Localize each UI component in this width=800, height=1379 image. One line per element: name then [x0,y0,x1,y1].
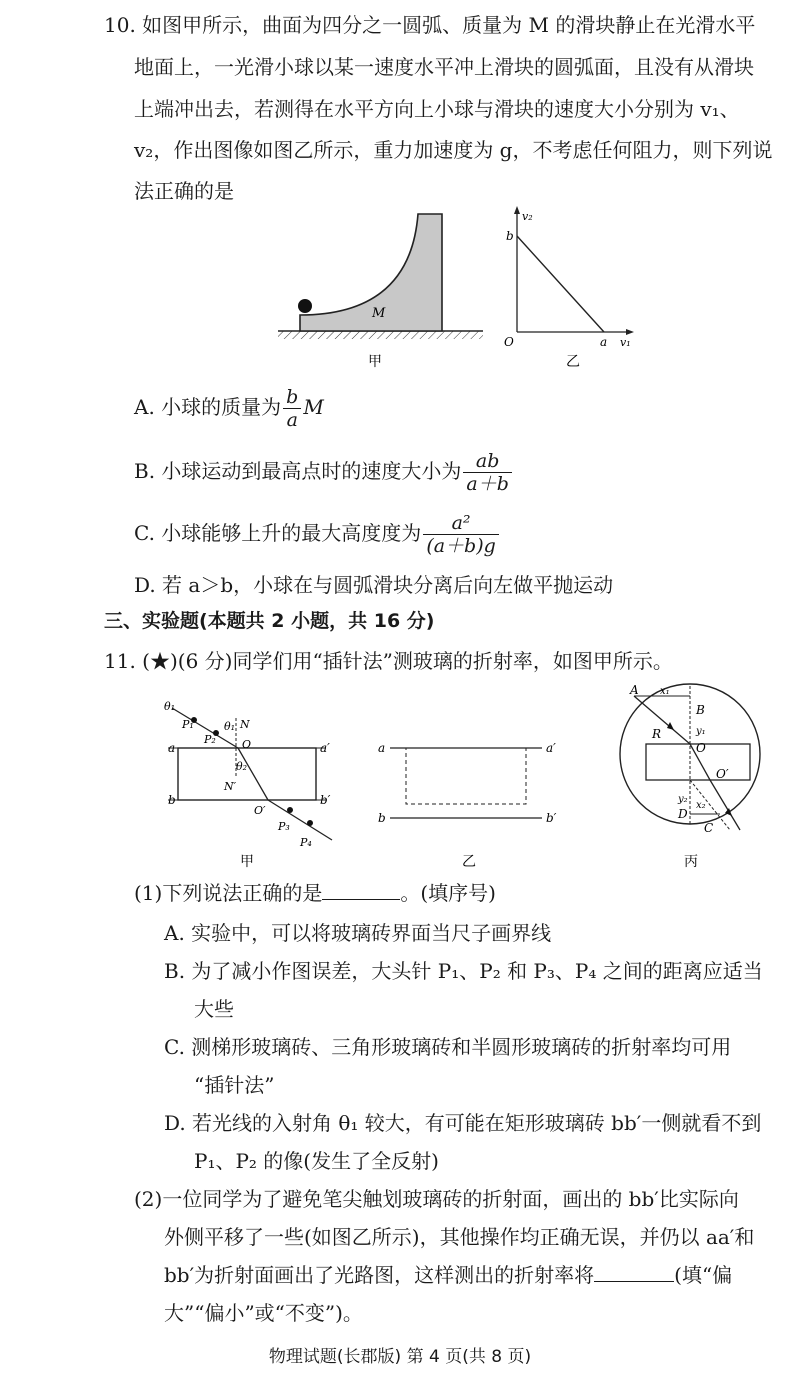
q11-sub2-line-2: 外侧平移了一些(如图乙所示)，其他操作均正确无误，并仍以 aa′和 [164,1225,755,1249]
sub1-answer-blank[interactable] [322,879,400,900]
pin-p3 [287,807,293,813]
ray-arrow-1 [667,722,674,730]
option-b-text: B. 小球运动到最高点时的速度大小为 [134,459,462,483]
label-a: a [378,741,386,755]
fig11-yi-caption: 乙 [462,854,476,870]
ground-hatch [278,331,483,339]
option-a-fraction [283,386,301,431]
option-c-text: C. 小球能够上升的最大高度度为 [134,521,422,545]
label-b: B [696,703,705,717]
actual-glass-dashed [406,748,526,804]
sub1-suffix: 。(填序号) [400,881,496,905]
label-o: O [696,741,706,755]
q11-sub1-option-c-1: C. 测梯形玻璃砖、三角形玻璃砖和半圆形玻璃砖的折射率均可用 [164,1035,732,1059]
option-c-num: a² [423,512,498,535]
sub2-answer-blank[interactable] [594,1261,674,1282]
option-b-den: a＋b [466,473,509,495]
pin-p4 [307,820,313,826]
q11-sub1-option-b-2: 大些 [194,997,234,1021]
label-c: C [704,821,714,835]
option-b-fraction [463,450,512,495]
x-axis-arrow [626,329,634,335]
label-y2: y₂ [678,794,688,805]
emergent-ray [710,780,740,830]
label-p1: P₁ [182,718,194,731]
q10-line-2: 地面上，一光滑小球以某一速度水平冲上滑块的圆弧面，且没有从滑块 [134,55,754,79]
label-r: R [652,727,662,741]
label-b-prime: b′ [546,811,557,825]
q11-sub1-line [134,878,496,908]
page-footer: 物理试题(长郡版) 第 4 页(共 8 页) [268,1347,532,1367]
slider-block [300,214,442,331]
option-a-suffix: M [303,395,324,419]
fig11-bing-caption: 丙 [684,854,698,870]
q10-option-b [134,450,514,495]
y-intercept-label: b [506,229,514,243]
sub2-l3-suffix: (填“偏 [674,1263,733,1287]
q10-line-3: 上端冲出去，若测得在水平方向上小球与滑块的速度大小分别为 v₁、 [134,97,740,121]
label-b: b [168,793,176,807]
glass-block [178,748,316,800]
q10-line-1: 10. 如图甲所示，曲面为四分之一圆弧、质量为 M 的滑块静止在光滑水平 [104,13,756,37]
label-n-prime: N′ [224,780,237,793]
incident-ray [634,696,690,744]
label-p2: P₂ [204,733,216,746]
q10-option-c [134,512,501,557]
label-p3: P₃ [278,820,290,833]
origin-label: O [504,335,514,349]
q10-figure-yi [500,200,650,370]
label-b-prime: b′ [320,793,331,807]
option-c-den: (a＋b)g [426,535,496,557]
q11-sub1-option-a: A. 实验中，可以将玻璃砖界面当尺子画界线 [164,921,552,945]
x-intercept-label: a [600,335,608,349]
label-x1: x₁ [660,686,670,697]
label-x2: x₂ [696,800,706,811]
label-b: b [378,811,386,825]
label-o: O [242,738,252,751]
option-a-num: b [283,386,301,409]
sub1-prefix: (1)下列说法正确的是 [134,881,323,905]
sub2-l3-prefix: bb′为折射面画出了光路图，这样测出的折射率将 [164,1263,595,1287]
block-label-m: M [372,306,386,321]
q10-line-4: v₂，作出图像如图乙所示，重力加速度为 g，不考虑任何阻力，则下列说 [134,138,773,162]
label-a: a [168,741,176,755]
q11-sub1-option-d-1: D. 若光线的入射角 θ₁ 较大，有可能在矩形玻璃砖 bb′一侧就看不到 [164,1111,762,1135]
label-theta-angle: θ₁ [224,720,236,733]
q11-figure-bing [612,682,792,880]
option-c-fraction [423,512,498,557]
q10-figure-jia [270,200,500,370]
label-y1: y₁ [696,726,706,737]
ball [298,299,312,313]
q11-sub1-option-d-2: P₁、P₂ 的像(发生了全反射) [194,1149,439,1173]
option-a-text: A. 小球的质量为 [134,395,282,419]
fig-yi-caption: 乙 [566,354,580,370]
label-a: A [630,683,639,697]
label-o-prime: O′ [716,767,729,781]
y-axis-arrow [514,206,520,214]
q11-sub2-line-1: (2)一位同学为了避免笔尖触划玻璃砖的折射面，画出的 bb′比实际向 [134,1187,739,1211]
q10-option-a [134,386,324,431]
v2-v1-line [517,236,604,332]
fig11-jia-caption: 甲 [240,854,254,870]
label-theta2: θ₂ [236,760,248,773]
section-3-header: 三、实验题(本题共 2 小题，共 16 分) [104,610,435,632]
q11-figure-jia [160,690,360,880]
label-a-prime: a′ [320,741,330,755]
label-a-prime: a′ [546,741,556,755]
option-b-num: ab [463,450,512,473]
fig-jia-caption: 甲 [368,354,382,370]
q11-sub1-option-b-1: B. 为了减小作图误差，大头针 P₁、P₂ 和 P₃、P₄ 之间的距离应适当 [164,959,763,983]
q11-sub1-option-c-2: “插针法” [194,1073,275,1097]
q11-intro: 11. (★)(6 分)同学们用“插针法”测玻璃的折射率，如图甲所示。 [104,649,673,673]
y-axis-label: v₂ [522,210,533,223]
q10-line-5: 法正确的是 [134,179,234,203]
q11-figure-yi [370,690,570,880]
label-d: D [678,807,688,821]
refracted-ray [238,748,268,800]
q10-option-d: D. 若 a＞b，小球在与圆弧滑块分离后向左做平抛运动 [134,573,614,597]
label-o-prime: O′ [254,804,266,817]
label-p4: P₄ [300,836,312,849]
option-a-den: a [286,409,298,431]
q11-sub2-line-4: 大”“偏小”或“不变”)。 [164,1301,363,1325]
label-theta1: θ₁ [164,700,176,713]
x-axis-label: v₁ [620,336,631,349]
q11-sub2-line-3 [164,1260,732,1290]
label-n: N [240,718,250,731]
